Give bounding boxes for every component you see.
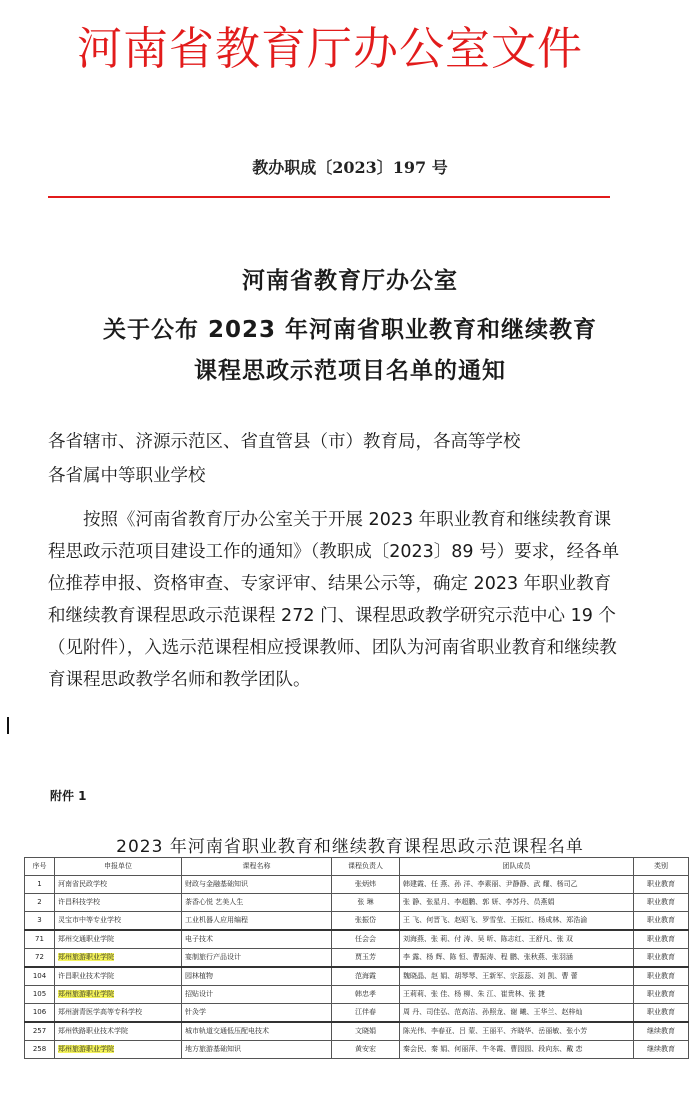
table-row [25,930,689,949]
cell-course: 针灸学 [182,1004,332,1023]
masthead: 河南省教育厅办公室文件 [76,22,583,75]
cell-team: 张 静、张星月、李超鹏、郭 妍、李苏丹、员燕娟 [400,894,634,912]
cell-lead: 黄安宏 [332,1041,400,1059]
cell-lead: 韩忠孝 [332,986,400,1004]
header-team: 团队成员 [400,858,634,876]
cell-unit-highlighted [55,949,182,968]
cell-unit: 河南省民政学校 [55,876,182,894]
header-course: 课程名称 [182,858,332,876]
cell-unit-highlighted [55,986,182,1004]
cell-course: 招贴设计 [182,986,332,1004]
table-row [25,1004,689,1023]
header-category: 类别 [634,858,689,876]
cell-category: 职业教育 [634,912,689,931]
cell-index: 71 [25,930,55,949]
table-row [25,1041,689,1059]
highlighted-unit: 郑州旅游职业学院 [58,953,114,961]
cell-team: 王莉莉、张 佳、杨 柳、朱 江、崔贵林、张 捷 [400,986,634,1004]
cell-index: 2 [25,894,55,912]
table-row [25,967,689,986]
title-line-1: 河南省教育厅办公室 [242,268,458,294]
table-row [25,986,689,1004]
body-paragraph: 按照《河南省教育厅办公室关于开展 2023 年职业教育和继续教育课程思政示范项目建设工作的通知》（教职成〔2023〕89 号）要求，经各单位推荐申报、资格审查、专家评审、结果公示等，确定 2023 年职业教育和继续教育课程思政示范课程 272 门、课程思政教学研究示范中心 19 个（见附件），入选示范课程相应授课教师、团队为河南省职业教育和继续教育课程思政教学名师和教学团队。 [48,510,620,690]
cell-unit: 许昌职业技术学院 [55,967,182,986]
cell-category: 职业教育 [634,876,689,894]
cell-category: 职业教育 [634,894,689,912]
title-line-3: 课程思政示范项目名单的通知 [194,358,506,384]
table-row [25,894,689,912]
cell-category: 继续教育 [634,1022,689,1041]
cell-team: 陈光伟、李春亚、吕 蒙、王丽平、齐晓华、岳丽敏、张小芳 [400,1022,634,1041]
cell-team: 李 露、杨 辉、陈 恒、曹振涛、程 鹏、张秋燕、张羽涵 [400,949,634,968]
cell-course: 宴制旅行产品设计 [182,949,332,968]
attachment-label: 附件 1 [50,789,87,803]
cell-course: 茶香心悦 艺美人生 [182,894,332,912]
cell-unit: 郑州铁路职业技术学院 [55,1022,182,1041]
cell-course: 地方旅游基础知识 [182,1041,332,1059]
cell-category: 职业教育 [634,986,689,1004]
table-title: 2023 年河南省职业教育和继续教育课程思政示范课程名单 [116,837,584,857]
cell-index: 257 [25,1022,55,1041]
cell-index: 3 [25,912,55,931]
highlighted-unit: 郑州旅游职业学院 [58,1045,114,1053]
cell-course: 财政与金融基础知识 [182,876,332,894]
cell-team: 魏晓晶、赵 娟、胡琴琴、王新军、宗蕊蕊、刘 凯、曹 蕾 [400,967,634,986]
red-divider [48,196,610,198]
table-row [25,912,689,931]
cell-team: 周 丹、司佳弘、范高洁、孙照龙、谢 曦、王华兰、赵梓灿 [400,1004,634,1023]
cell-lead: 范海霞 [332,967,400,986]
cell-lead: 任会会 [332,930,400,949]
cell-index: 105 [25,986,55,1004]
cell-course: 工业机器人应用编程 [182,912,332,931]
cell-index: 258 [25,1041,55,1059]
cell-lead: 江伴春 [332,1004,400,1023]
header-unit: 申报单位 [55,858,182,876]
cell-unit-highlighted [55,1041,182,1059]
addressee-line-2: 各省属中等职业学校 [48,466,206,486]
cell-lead: 张 琳 [332,894,400,912]
cell-course: 园林植物 [182,967,332,986]
table-row [25,876,689,894]
table-row [25,1022,689,1041]
cell-index: 72 [25,949,55,968]
cell-index: 106 [25,1004,55,1023]
cell-team: 韩建霞、任 燕、孙 洋、李素丽、尹静静、武 耀、杨司乙 [400,876,634,894]
cell-team: 刘海燕、张 莉、付 涛、吴 昕、陈志红、王舒凡、张 双 [400,930,634,949]
highlighted-unit: 郑州旅游职业学院 [58,990,114,998]
cell-index: 104 [25,967,55,986]
cell-unit: 许昌科技学校 [55,894,182,912]
cell-index: 1 [25,876,55,894]
header-lead: 课程负责人 [332,858,400,876]
cell-unit: 郑州澍青医学高等专科学校 [55,1004,182,1023]
cell-category: 职业教育 [634,967,689,986]
addressee-line-1: 各省辖市、济源示范区、省直管县（市）教育局，各高等学校 [48,432,521,452]
cell-team: 秦会民、秦 娟、何丽萍、牛冬霞、曹园园、段向东、戴 恋 [400,1041,634,1059]
cell-category: 职业教育 [634,949,689,968]
cell-team: 王 飞、何晋飞、赵昭飞、罗雪莹、王振红、杨成林、郑浩渝 [400,912,634,931]
cell-category: 职业教育 [634,1004,689,1023]
header-index: 序号 [25,858,55,876]
cell-unit: 郑州交通职业学院 [55,930,182,949]
cell-lead: 张振岱 [332,912,400,931]
table-row [25,949,689,968]
cell-course: 城市轨道交通低压配电技术 [182,1022,332,1041]
cell-lead: 贾玉芳 [332,949,400,968]
title-line-2: 关于公布 2023 年河南省职业教育和继续教育 [102,317,598,343]
table-header-row [25,858,689,876]
cell-lead: 张炳炜 [332,876,400,894]
cell-unit: 灵宝市中等专业学校 [55,912,182,931]
course-list-table [24,857,689,1059]
cell-lead: 文晓娟 [332,1022,400,1041]
text-cursor [7,717,9,734]
document-number: 教办职成〔2023〕197 号 [252,158,448,177]
cell-category: 职业教育 [634,930,689,949]
cell-course: 电子技术 [182,930,332,949]
cell-category: 继续教育 [634,1041,689,1059]
